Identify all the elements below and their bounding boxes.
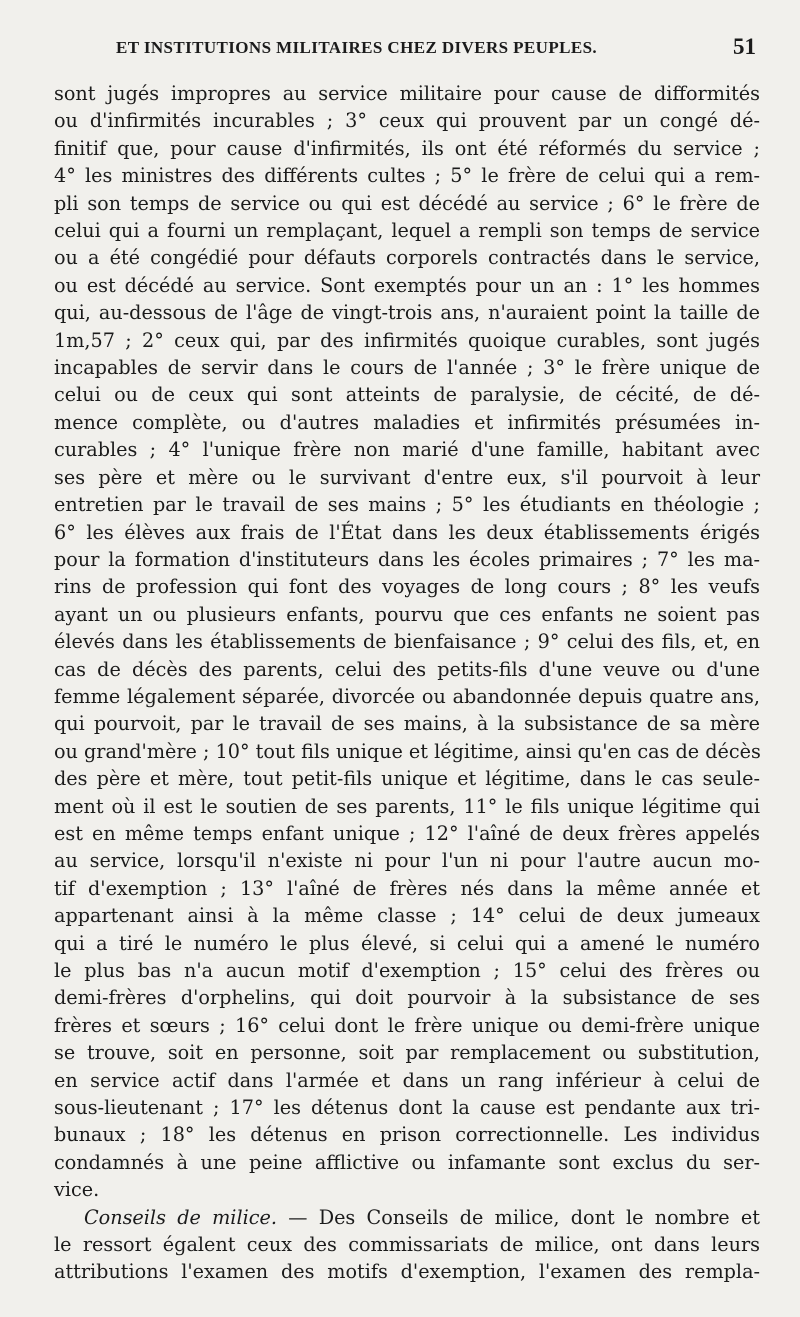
text-line: ses père et mère ou le survivant d'entre eux, s'il pourvoit à leur: [54, 465, 760, 489]
text-line: le ressort égalent ceux des commissariats de milice, ont dans leurs: [54, 1233, 760, 1257]
text-line: au service, lorsqu'il n'existe ni pour l'un ni pour l'autre aucun mo-: [54, 849, 760, 873]
text-line: sont jugés impropres au service militaire pour cause de difformités: [54, 82, 760, 105]
text-line: ment où il est le soutien de ses parents, 11° le fils unique légitime qui: [54, 794, 760, 818]
text-line: se trouve, soit en personne, soit par remplacement ou substitution,: [54, 1041, 760, 1065]
text-line: ou est décédé au service. Sont exemptés pour un an : 1° les hommes: [54, 273, 760, 297]
text-line: bunaux ; 18° les détenus en prison correctionnelle. Les individus: [54, 1123, 760, 1147]
text-line: entretien par le travail de ses mains ; 5° les étudiants en théologie ;: [54, 493, 760, 517]
text-line: appartenant ainsi à la même classe ; 14° celui de deux jumeaux: [54, 904, 760, 928]
text-line: ou a été congédié pour défauts corporels contractés dans le service,: [54, 246, 760, 270]
text-line: vice.: [54, 1178, 100, 1202]
text-line: 4° les ministres des différents cultes ; 5° le frère de celui qui a rem-: [54, 164, 760, 188]
text-line: 1m,57 ; 2° ceux qui, par des infirmités quoique curables, sont jugés: [54, 328, 760, 352]
text-line: 6° les élèves aux frais de l'État dans les deux établissements érigés: [54, 520, 760, 544]
text-line: femme légalement séparée, divorcée ou abandonnée depuis quatre ans,: [54, 684, 760, 708]
body-text: [54, 80, 760, 1286]
text-line: attributions l'examen des motifs d'exemption, l'examen des rempla-: [54, 1260, 760, 1284]
text-line: incapables de servir dans le cours de l'année ; 3° le frère unique de: [54, 356, 760, 380]
section-heading-rest: — Des Conseils de milice, dont le nombre et: [276, 1205, 760, 1229]
text-line: finitif que, pour cause d'infirmités, ils ont été réformés du service ;: [54, 136, 760, 160]
text-line: curables ; 4° l'unique frère non marié d'une famille, habitant avec: [54, 438, 760, 462]
text-line: mence complète, ou d'autres maladies et infirmités présumées in-: [54, 410, 760, 434]
text-line: le plus bas n'a aucun motif d'exemption ; 15° celui des frères ou: [54, 959, 760, 982]
text-line: ou grand'mère ; 10° tout fils unique et légitime, ainsi qu'en cas de décès: [54, 739, 761, 763]
text-line: tif d'exemption ; 13° l'aîné de frères nés dans la même année et: [54, 876, 760, 900]
text-line: ou d'infirmités incurables ; 3° ceux qui prouvent par un congé dé-: [54, 109, 760, 133]
text-line: [54, 1204, 760, 1231]
text-line: celui qui a fourni un remplaçant, lequel a rempli son temps de service: [54, 219, 760, 243]
page-number: 51: [733, 34, 756, 59]
text-line: demi-frères d'orphelins, qui doit pourvoir à la subsistance de ses: [54, 986, 760, 1010]
text-line: est en même temps enfant unique ; 12° l'aîné de deux frères appelés: [54, 821, 760, 845]
text-line: condamnés à une peine afflictive ou infamante sont exclus du ser-: [54, 1150, 760, 1174]
text-line: pli son temps de service ou qui est décédé au service ; 6° le frère de: [54, 191, 760, 215]
running-title: ET INSTITUTIONS MILITAIRES CHEZ DIVERS PEUPLES.: [116, 38, 598, 57]
running-header: [54, 34, 760, 80]
text-line: frères et sœurs ; 16° celui dont le frère unique ou demi-frère unique: [54, 1013, 760, 1037]
text-line: des père et mère, tout petit-fils unique et légitime, dans le cas seule-: [54, 767, 760, 791]
text-line: celui ou de ceux qui sont atteints de paralysie, de cécité, de dé-: [54, 383, 760, 407]
text-line: qui, au-dessous de l'âge de vingt-trois ans, n'auraient point la taille de: [54, 301, 760, 325]
paragraph-conseils-de-milice: [54, 1204, 760, 1286]
text-line: cas de décès des parents, celui des petits-fils d'une veuve ou d'une: [54, 657, 760, 681]
text-line: qui pourvoit, par le travail de ses mains, à la subsistance de sa mère: [54, 712, 760, 736]
text-line: qui a tiré le numéro le plus élevé, si celui qui a amené le numéro: [54, 931, 760, 955]
text-line: rins de profession qui font des voyages de long cours ; 8° les veufs: [54, 575, 760, 599]
section-heading: Conseils de milice.: [84, 1205, 277, 1229]
text-line: élevés dans les établissements de bienfaisance ; 9° celui des fils, et, en: [54, 630, 760, 654]
text-line: en service actif dans l'armée et dans un rang inférieur à celui de: [54, 1068, 760, 1092]
text-line: ayant un ou plusieurs enfants, pourvu que ces enfants ne soient pas: [54, 602, 760, 626]
paragraph-exemptions: [54, 80, 760, 1204]
text-line: pour la formation d'instituteurs dans les écoles primaires ; 7° les ma-: [54, 547, 760, 571]
text-line: sous-lieutenant ; 17° les détenus dont la cause est pendante aux tri-: [54, 1096, 760, 1120]
